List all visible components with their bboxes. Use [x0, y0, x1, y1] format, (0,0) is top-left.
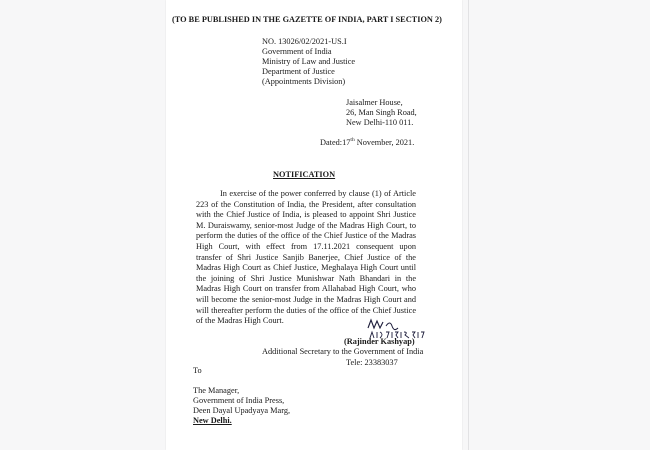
signatory-telephone: Tele: 23383037 — [346, 358, 398, 367]
address-city: New Delhi-110 011. — [346, 118, 414, 127]
recipient-line-3: Deen Dayal Upadyaya Marg, — [193, 406, 291, 415]
recipient-line-2: Government of India Press, — [193, 396, 285, 405]
notification-body: In exercise of the power conferred by clause (1) of Article 223 of the Constitution of India, the President, after consultation with the Chief Justice of India, is pleased to appoint Shri Justice M. Duraiswamy, senior-most Judge of the Madras High Court, to perform the duties of the office of the Chief Justice of the Madras High Court, with effect from 17.11.2021 consequent upon transfer of Shri Justice Sanjib Banerjee, Chief Justice of the Madras High Court as Chief Justice, Meghalaya High Court until the joining of Shri Justice Munishwar Nath Bhandari in the Madras High Court on transfer from Allahabad High Court, who will become the senior-most Judge in the Madras High Court and will thereafter perform the duties of the office of the Chief Justice of the Madras High Court. — [196, 189, 416, 326]
recipient-line-4: New Delhi. — [193, 416, 232, 425]
signatory-name: (Rajinder Kashyap) — [344, 337, 415, 346]
signatory-designation: Additional Secretary to the Government of India — [262, 347, 424, 356]
government-name: Government of India — [262, 47, 332, 56]
division-name: (Appointments Division) — [262, 77, 346, 86]
address-road: 26, Man Singh Road, — [346, 108, 417, 117]
date-rest: November, 2021. — [354, 138, 415, 147]
page-divider — [468, 0, 469, 450]
recipient-line-1: The Manager, — [193, 386, 240, 395]
file-number: NO. 13026/02/2021-US.I — [262, 37, 347, 46]
ministry-name: Ministry of Law and Justice — [262, 57, 356, 66]
address-building: Jaisalmer House, — [346, 98, 403, 107]
date-ordinal: th — [350, 137, 355, 144]
recipient-to-label: To — [193, 366, 202, 375]
date-prefix: Dated:17 — [320, 138, 351, 147]
issue-date — [320, 138, 414, 148]
gazette-publication-note: (TO BE PUBLISHED IN THE GAZETTE OF INDIA, PART I SECTION 2) — [172, 15, 442, 24]
notification-title: NOTIFICATION — [273, 170, 336, 179]
department-name: Department of Justice — [262, 67, 335, 76]
